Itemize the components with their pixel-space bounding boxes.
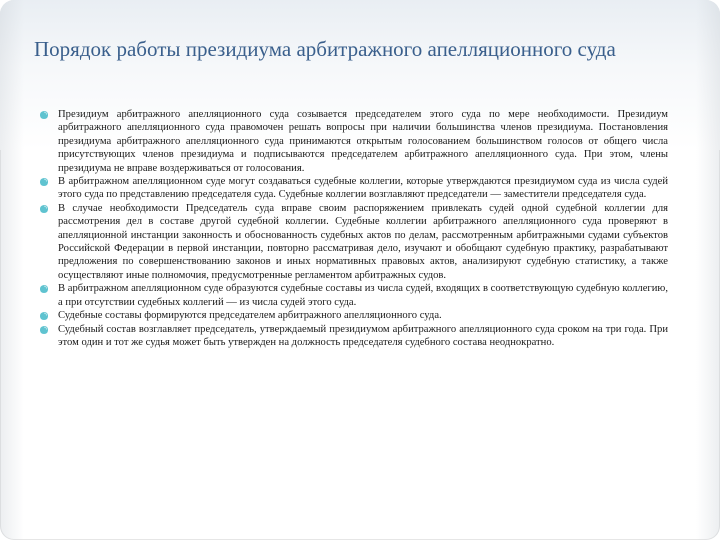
slide-content [38,108,668,349]
slide-title: Порядок работы президиума арбитражного апелляционного суда [34,37,616,61]
bullet-item [38,282,668,309]
bullet-item [38,309,668,322]
bullet-text: Судебные составы формируются председателем арбитражного апелляционного суда. [58,310,442,322]
bullet-item [38,175,668,202]
bullet-text: Судебный состав возглавляет председатель, утверждаемый президиумом арбитражного апелляционного суда сроком на три года. При этом один и тот же судья может быть утвержден на должность председателя судебного состава неоднократно. [58,323,668,348]
bullet-list [38,108,668,349]
bullet-text: В случае необходимости Председатель суда вправе своим распоряжением привлекать судей одной судебной коллегии для рассмотрения дел в составе другой судебной коллегии. Судебные коллегии арбитражного апелляционного суда проверяют в апелляционной инстанции законность и обоснованность судебных актов по делам, рассмотренным арбитражными судами субъектов Российской Федерации в первой инстанции, повторно рассматривая дело, изучают и обобщают судебную практику, разрабатывают предложения по совершенствованию законов и иных нормативных правовых актов, анализируют судебную статистику, а также осуществляют иные полномочия, предусмотренные регламентом арбитражных судов. [58,202,668,281]
bullet-text: В арбитражном апелляционном суде могут создаваться судебные коллегии, которые утверждаются президиумом суда из числа судей этого суда по представлению председателя суда. Судебные коллегии возглавляют председатели — заместители председателя суда. [58,176,668,201]
bullet-item [38,323,668,350]
teardrop-bullet-icon [40,178,48,186]
teardrop-bullet-icon [40,312,48,320]
right-edge-shadow [696,0,720,540]
left-edge-shadow [0,0,24,540]
teardrop-bullet-icon [40,326,48,334]
teardrop-bullet-icon [40,205,48,213]
bullet-text: Президиум арбитражного апелляционного суда созывается председателем этого суда по мере необходимости. Президиум арбитражного апелляционного суда правомочен решать вопросы при наличии большинства членов президиума. Постановления президиума арбитражного апелляционного суда принимаются открытым голосованием большинством голосов от общего числа присутствующих членов президиума и подписываются председателем арбитражного апелляционного суда. При этом, члены президиума не вправе воздерживаться от голосования. [58,109,668,174]
teardrop-bullet-icon [40,111,48,119]
bullet-item [38,202,668,282]
teardrop-bullet-icon [40,285,48,293]
bullet-text: В арбитражном апелляционном суде образуются судебные составы из числа судей, входящих в соответствующую судебную коллегию, а при отсутствии судебных коллегий — из числа судей этого суда. [58,283,668,308]
bullet-item [38,108,668,175]
